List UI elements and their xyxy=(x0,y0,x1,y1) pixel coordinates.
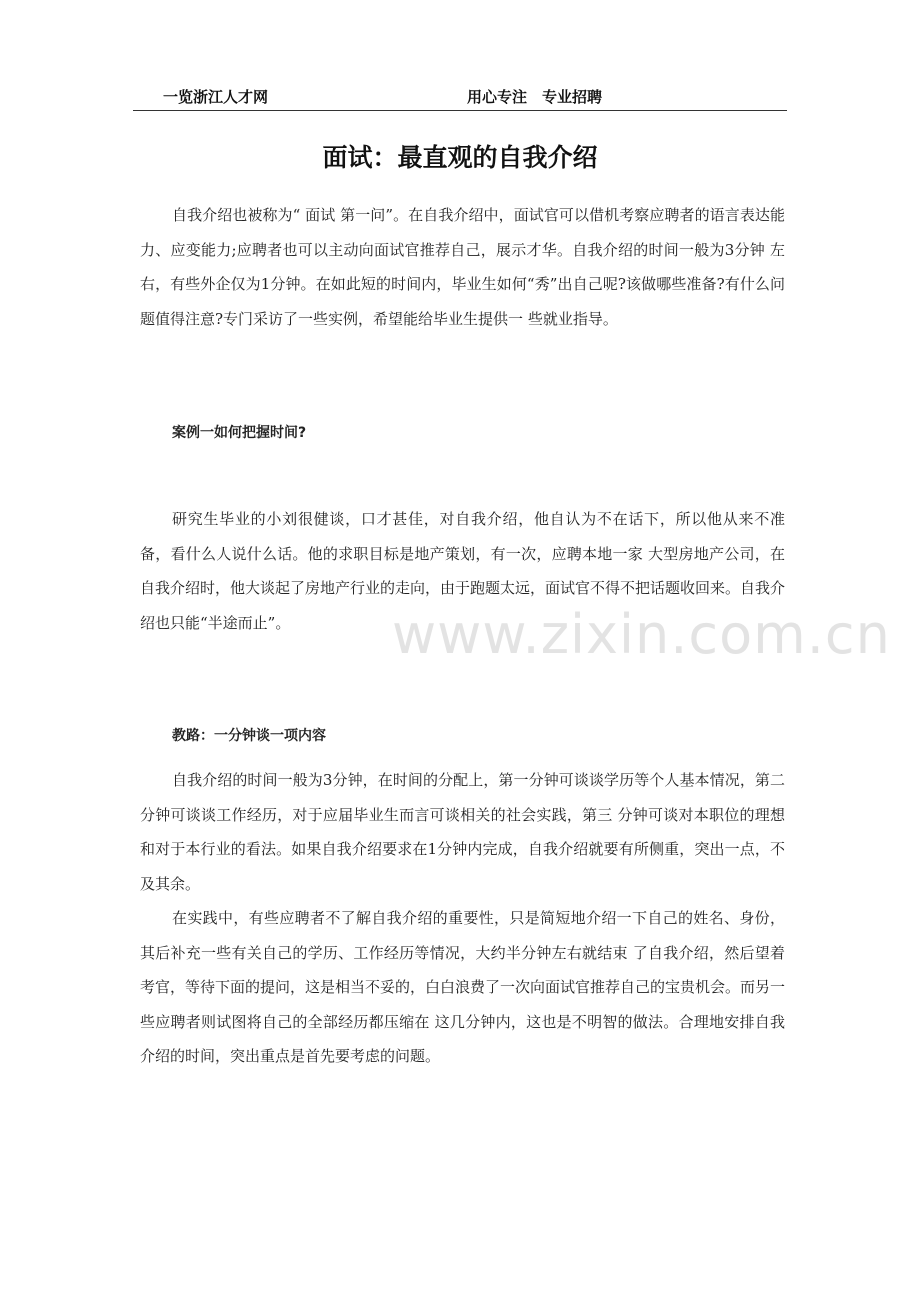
watermark: www.zixin.com.cn xyxy=(392,603,891,666)
tip-paragraph-2: 在实践中，有些应聘者不了解自我介绍的重要性，只是简短地介绍一下自己的姓名、身份，其后补充一些有关自己的学历、工作经历等情况，大约半分钟左右就结束 了自我介绍，然后望着考官，等待下面的提问，这是相当不妥的，白白浪费了一次向面试官推荐自己的宝贵机会。而另一些应聘者则试图将自己的全部经历都压缩在 这几分钟内，这也是不明智的做法。合理地安排自我介绍的时间，突出重点是首先要考虑的问题。 xyxy=(140,909,786,1065)
intro-paragraph: 自我介绍也被称为“ 面试 第一问”。在自我介绍中，面试官可以借机考察应聘者的语言表达能力、应变能力;应聘者也可以主动向面试官推荐自己，展示才华。自我介绍的时间一般为3分钟 左右，有些外企仅为1分钟。在如此短的时间内，毕业生如何“秀”出自己呢?该做哪些准备?有什么问题值得注意?专门采访了一些实例，希望能给毕业生提供一 些就业指导。 xyxy=(140,206,785,328)
tip-paragraph-1: 自我介绍的时间一般为3分钟，在时间的分配上，第一分钟可谈谈学历等个人基本情况，第二分钟可谈谈工作经历，对于应届毕业生而言可谈相关的社会实践，第三 分钟可谈对本职位的理想和对于本行业的看法。如果自我介绍要求在1分钟内完成，自我介绍就要有所侧重，突出一点，不及其余。 xyxy=(140,771,785,893)
page-header xyxy=(133,84,787,111)
case1-heading: 案例一如何把握时间? xyxy=(172,425,307,441)
site-slogan: 用心专注 专业招聘 xyxy=(467,88,603,106)
article-title: 面试：最直观的自我介绍 xyxy=(322,143,598,172)
case1-paragraph: 研究生毕业的小刘很健谈，口才甚佳，对自我介绍，他自认为不在话下，所以他从来不准备，看什么人说什么话。他的求职目标是地产策划，有一次，应聘本地一家 大型房地产公司，在自我介绍时，他大谈起了房地产行业的走向，由于跑题太远，面试官不得不把话题收回来。自我介绍也只能“半途而止”。 xyxy=(140,510,786,632)
tip-heading: 教路：一分钟谈一项内容 xyxy=(172,728,326,744)
site-name: 一览浙江人才网 xyxy=(163,88,269,106)
